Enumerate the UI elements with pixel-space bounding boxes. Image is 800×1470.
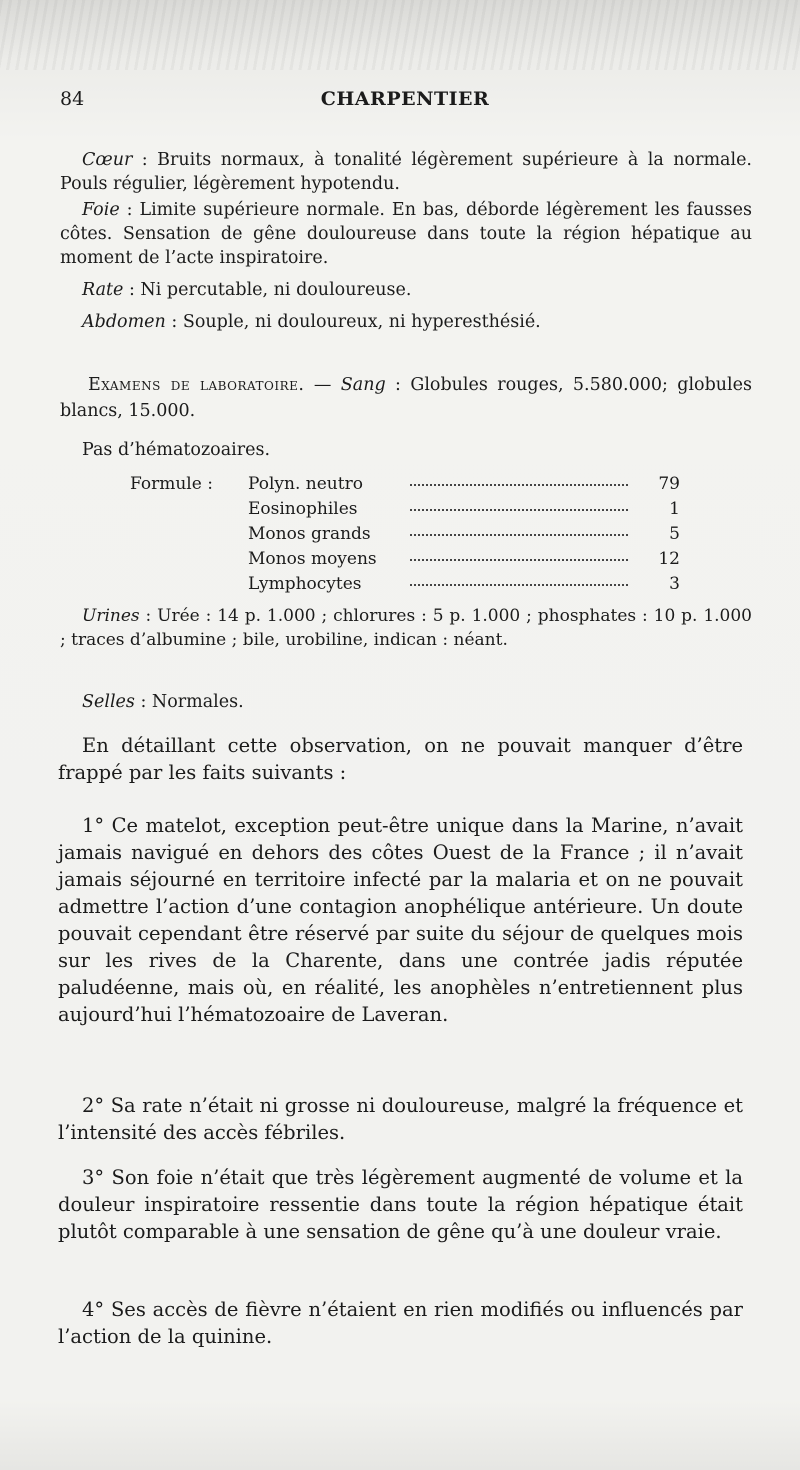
formula-cell-value: 12 bbox=[658, 549, 680, 569]
point-1-text: 1° Ce matelot, exception peut-être unique dans la Marine, n’avait jamais navigué en dehors des côtes Ouest de la France ; il n’avait jamais séjourné en territoire infecté par la malaria et on ne pouvait admettre l’action d’une contagion anophélique antérieure. Un doute pouvait cependant être réservé par suite du séjour de quelques mois sur les rives de la Charente, dans une contrée jadis réputée paludéenne, mais où, en réalité, les anophèles n’entretiennent plus aujourd’hui l’hématozoaire de Laveran. bbox=[58, 814, 743, 1026]
dot-leader bbox=[410, 509, 628, 511]
formula-cell-value: 79 bbox=[658, 474, 680, 494]
formula-cell-value: 5 bbox=[669, 524, 680, 544]
leukocyte-formula bbox=[130, 474, 680, 599]
intro-text: En détaillant cette observation, on ne pouvait manquer d’être frappé par les faits suivants : bbox=[58, 734, 743, 784]
coeur-paragraph bbox=[60, 148, 752, 196]
foie-text: : Limite supérieure normale. En bas, déborde légèrement les fausses côtes. Sensation de gêne douloureuse dans toute la région hépatique au moment de l’acte inspiratoire. bbox=[60, 200, 752, 268]
formula-cell-name: Monos moyens bbox=[248, 549, 377, 569]
coeur-label: Cœur bbox=[82, 150, 133, 170]
sang-label: Sang bbox=[340, 375, 386, 395]
abdomen-text: : Souple, ni douloureux, ni hyperesthésié. bbox=[165, 312, 541, 332]
urines-label: Urines bbox=[82, 606, 140, 626]
dot-leader bbox=[410, 559, 628, 561]
selles-label: Selles bbox=[82, 692, 135, 712]
foie-paragraph bbox=[60, 198, 752, 270]
formula-row bbox=[130, 549, 680, 574]
point-4 bbox=[58, 1296, 743, 1350]
selles-line bbox=[82, 692, 244, 712]
discussion-intro bbox=[58, 732, 743, 786]
formula-cell-name: Lymphocytes bbox=[248, 574, 362, 594]
urines-text: : Urée : 14 p. 1.000 ; chlorures : 5 p. 1.000 ; phosphates : 10 p. 1.000 ; traces d’albumine ; bile, urobiline, indican : néant. bbox=[60, 606, 752, 650]
running-title: CHARPENTIER bbox=[320, 88, 490, 110]
formula-row bbox=[130, 574, 680, 599]
rate-label: Rate bbox=[82, 280, 124, 300]
foie-label: Foie bbox=[82, 200, 120, 220]
formula-label: Formule : bbox=[130, 474, 213, 494]
point-3 bbox=[58, 1164, 743, 1245]
page-top-scuff bbox=[0, 0, 800, 70]
point-4-text: 4° Ses accès de fièvre n’étaient en rien modifiés ou influencés par l’action de la quinine. bbox=[58, 1298, 743, 1348]
point-1 bbox=[58, 812, 743, 1028]
rate-text: : Ni percutable, ni douloureuse. bbox=[123, 280, 412, 300]
formula-row bbox=[130, 499, 680, 524]
formula-row bbox=[130, 524, 680, 549]
selles-text: : Normales. bbox=[134, 692, 244, 712]
dot-leader bbox=[410, 484, 628, 486]
page-number: 84 bbox=[60, 88, 85, 110]
dot-leader bbox=[410, 534, 628, 536]
dot-leader bbox=[410, 584, 628, 586]
formula-row bbox=[130, 474, 680, 499]
page-header bbox=[60, 88, 750, 118]
lab-paragraph bbox=[60, 372, 752, 424]
point-3-text: 3° Son foie n’était que très légèrement augmenté de volume et la douleur inspiratoire ressentie dans toute la région hépatique était plutôt comparable à une sensation de gêne qu’à une douleur vraie. bbox=[58, 1166, 743, 1243]
lab-heading: Examens de laboratoire. bbox=[88, 375, 305, 395]
formula-cell-value: 3 bbox=[669, 574, 680, 594]
sang-text: : Globules rouges, 5.580.000; globules blancs, 15.000. bbox=[60, 375, 752, 421]
formula-cell-value: 1 bbox=[669, 499, 680, 519]
abdomen-label: Abdomen bbox=[82, 312, 166, 332]
laboratory-section bbox=[60, 372, 752, 424]
urines-paragraph bbox=[60, 604, 752, 652]
point-2-text: 2° Sa rate n’était ni grosse ni douloureuse, malgré la fréquence et l’intensité des accès fébriles. bbox=[58, 1094, 743, 1144]
formula-cell-name: Polyn. neutro bbox=[248, 474, 363, 494]
lab-dash: — bbox=[304, 375, 341, 395]
formula-cell-name: Eosinophiles bbox=[248, 499, 358, 519]
rate-paragraph bbox=[60, 278, 752, 302]
hematozoaires-line: Pas d’hématozoaires. bbox=[82, 440, 271, 460]
point-2 bbox=[58, 1092, 743, 1146]
coeur-text: : Bruits normaux, à tonalité légèrement supérieure à la normale. Pouls régulier, légèrement hypotendu. bbox=[60, 150, 752, 194]
abdomen-paragraph bbox=[60, 310, 752, 334]
formula-cell-name: Monos grands bbox=[248, 524, 371, 544]
clinical-exam bbox=[60, 148, 752, 334]
